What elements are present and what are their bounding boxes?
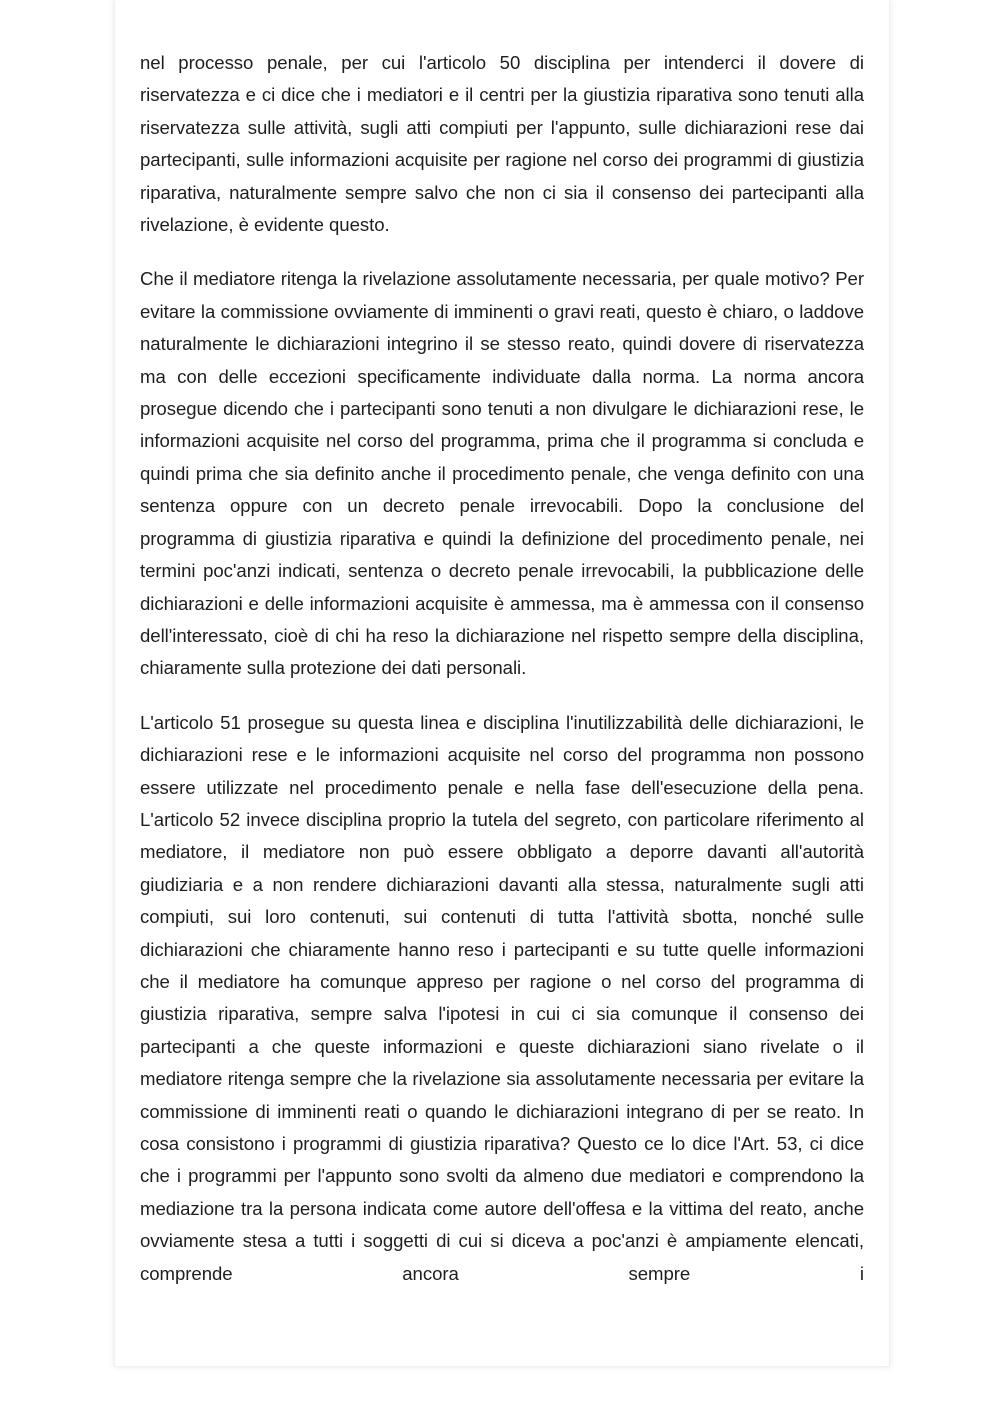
document-body [140, 47, 864, 1362]
paragraph-inutilizzabilita-segreto: L'articolo 51 prosegue su questa linea e disciplina l'inutilizzabilità delle dichiarazioni, le dichiarazioni rese e le informazioni acquisite nel corso del programma non possono essere utilizzate nel procedimento penale e nella fase dell'esecuzione della pena. L'articolo 52 invece disciplina proprio la tutela del segreto, con particolare riferimento al mediatore, il mediatore non può essere obbligato a deporre davanti all'autorità giudiziaria e a non rendere dichiarazioni davanti alla stessa, naturalmente sugli atti compiuti, sui loro contenuti, sui contenuti di tutta l'attività sbotta, nonché sulle dichiarazioni che chiaramente hanno reso i partecipanti e su tutte quelle informazioni che il mediatore ha comunque appreso per ragione o nel corso del programma di giustizia riparativa, sempre salva l'ipotesi in cui ci sia comunque il consenso dei partecipanti a che queste informazioni e queste dichiarazioni siano rivelate o il mediatore ritenga sempre che la rivelazione sia assolutamente necessaria per evitare la commissione di imminenti reati o quando le dichiarazioni integrano di per se reato. In cosa consistono i programmi di giustizia riparativa? Questo ce lo dice l'Art. 53, ci dice che i programmi per l'appunto sono svolti da almeno due mediatori e comprendono la mediazione tra la persona indicata come autore dell'offesa e la vittima del reato, anche ovviamente stesa a tutti i soggetti di cui si diceva a poc'anzi è ampiamente elencati, comprende ancora sempre i [140, 711, 864, 1284]
paragraph-eccezioni-riservatezza: Che il mediatore ritenga la rivelazione assolutamente necessaria, per quale motivo? Per evitare la commissione ovviamente di imminenti o gravi reati, questo è chiaro, o laddove naturalmente le dichiarazioni integrino il se stesso reato, quindi dovere di riservatezza ma con delle eccezioni specificamente individuate dalla norma. La norma ancora prosegue dicendo che i partecipanti sono tenuti a non divulgare le dichiarazioni rese, le informazioni acquisite nel corso del programma, prima che il programma si concluda e quindi prima che sia definito anche il procedimento penale, che venga definito con una sentenza oppure con un decreto penale irrevocabili. Dopo la conclusione del programma di giustizia riparativa e quindi la definizione del procedimento penale, nei termini poc'anzi indicati, sentenza o decreto penale irrevocabili, la pubblicazione delle dichiarazioni e delle informazioni acquisite è ammessa, ma è ammessa con il consenso dell'interessato, cioè di chi ha reso la dichiarazione nel rispetto sempre della disciplina, chiaramente sulla protezione dei dati personali. [140, 268, 864, 679]
paragraph-riservatezza: nel processo penale, per cui l'articolo 50 disciplina per intenderci il dovere di riservatezza e ci dice che i mediatori e il centri per la giustizia riparativa sono tenuti alla riservatezza sulle attività, sugli atti compiuti per l'appunto, sulle dichiarazioni rese dai partecipanti, sulle informazioni acquisite per ragione nel corso dei programmi di giustizia riparativa, naturalmente sempre salvo che non ci sia il consenso dei partecipanti alla rivelazione, è evidente questo. [140, 52, 864, 236]
document-page [114, 0, 890, 1367]
